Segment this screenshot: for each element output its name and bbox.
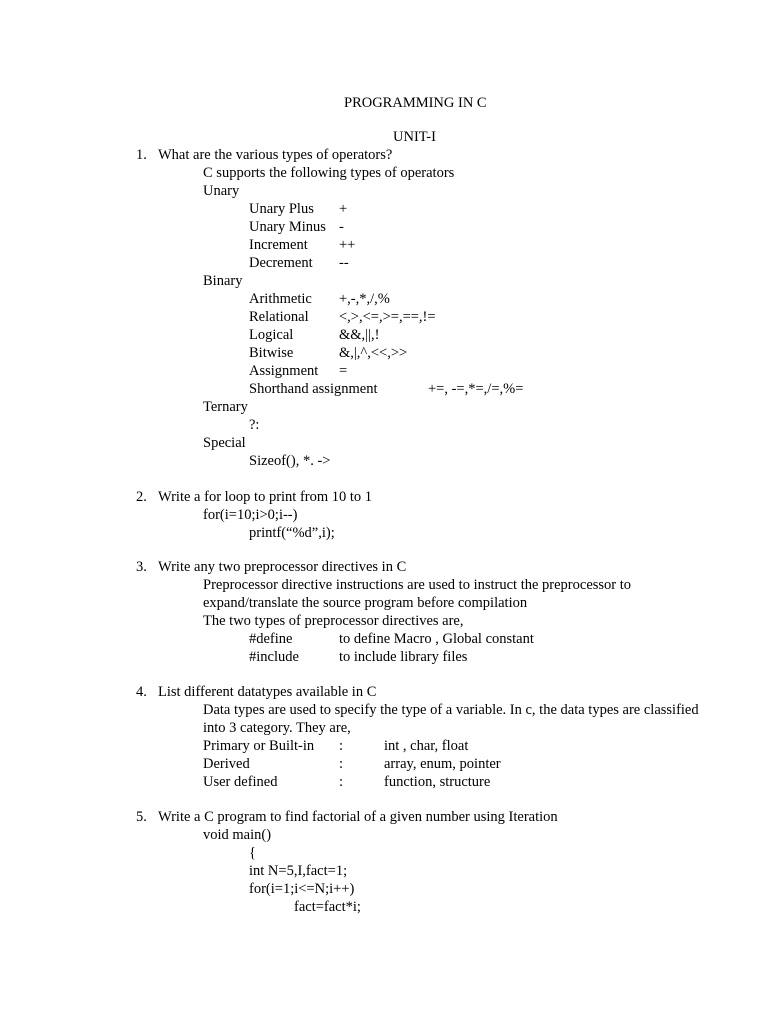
q1-unary-name: Unary Plus: [249, 201, 314, 217]
q3-question: Write any two preprocessor directives in C: [158, 559, 407, 575]
q5-code-line: fact=fact*i;: [294, 899, 361, 915]
q1-number: 1.: [136, 147, 147, 163]
q4-type-colon: :: [339, 756, 344, 772]
q4-type-colon: :: [339, 774, 344, 790]
q4-type-value: array, enum, pointer: [384, 756, 501, 772]
q1-binary-symbol: <,>,<=,>=,==,!=: [339, 309, 436, 325]
q3-directive-name: #define: [249, 631, 293, 647]
q1-ternary-heading: Ternary: [203, 399, 248, 415]
q1-binary-symbol: +,-,*,/,%: [339, 291, 390, 307]
q1-unary-symbol: -: [339, 219, 344, 235]
q1-ternary-symbol: ?:: [249, 417, 260, 433]
q3-text-line: Preprocessor directive instructions are used to instruct the preprocessor to: [203, 577, 632, 593]
q1-shorthand-symbol: +=, -=,*=,/=,%=: [428, 381, 524, 397]
document-title: PROGRAMMING IN C: [344, 95, 487, 111]
q1-unary-symbol: +: [339, 201, 348, 217]
q1-binary-heading: Binary: [203, 273, 243, 289]
q4-type-name: Primary or Built-in: [203, 738, 315, 754]
q1-binary-name: Bitwise: [249, 345, 294, 361]
q3-number: 3.: [136, 559, 147, 575]
q5-code-line: {: [249, 845, 256, 861]
q4-text-line: Data types are used to specify the type of a variable. In c, the data types are classified: [203, 702, 699, 718]
q1-unary-name: Increment: [249, 237, 308, 253]
q4-question: List different datatypes available in C: [158, 684, 377, 700]
q3-text-line: expand/translate the source program before compilation: [203, 595, 528, 611]
q1-intro: C supports the following types of operators: [203, 165, 455, 181]
q2-code-line: printf(“%d”,i);: [249, 525, 335, 541]
q1-binary-symbol: =: [339, 363, 348, 379]
q1-binary-symbol: &,|,^,<<,>>: [339, 345, 408, 361]
q1-special-heading: Special: [203, 435, 246, 451]
q3-text-line: The two types of preprocessor directives are,: [203, 613, 464, 629]
q2-number: 2.: [136, 489, 147, 505]
q4-type-name: Derived: [203, 756, 250, 772]
q5-code-line: for(i=1;i<=N;i++): [249, 881, 355, 897]
q4-type-colon: :: [339, 738, 344, 754]
q4-text-line: into 3 category. They are,: [203, 720, 351, 736]
q1-unary-heading: Unary: [203, 183, 240, 199]
q1-unary-symbol: ++: [339, 237, 356, 253]
q1-shorthand-name: Shorthand assignment: [249, 381, 378, 397]
q2-question: Write a for loop to print from 10 to 1: [158, 489, 373, 505]
q4-number: 4.: [136, 684, 147, 700]
q4-type-name: User defined: [203, 774, 278, 790]
q1-binary-name: Arithmetic: [249, 291, 312, 307]
q2-code-line: for(i=10;i>0;i--): [203, 507, 298, 523]
q1-unary-name: Decrement: [249, 255, 313, 271]
q5-number: 5.: [136, 809, 147, 825]
q5-code-line: void main(): [203, 827, 272, 843]
q4-type-value: function, structure: [384, 774, 491, 790]
unit-heading: UNIT-I: [393, 129, 436, 145]
q4-type-value: int , char, float: [384, 738, 469, 754]
q3-directive-desc: to define Macro , Global constant: [339, 631, 534, 647]
q3-directive-desc: to include library files: [339, 649, 468, 665]
q1-binary-name: Assignment: [249, 363, 319, 379]
q1-unary-name: Unary Minus: [249, 219, 326, 235]
q5-code-line: int N=5,I,fact=1;: [249, 863, 348, 879]
q5-question: Write a C program to find factorial of a given number using Iteration: [158, 809, 558, 825]
q1-binary-name: Relational: [249, 309, 309, 325]
q3-directive-name: #include: [249, 649, 299, 665]
q1-unary-symbol: --: [339, 255, 349, 271]
q1-special-symbol: Sizeof(), *. ->: [249, 453, 331, 469]
q1-question: What are the various types of operators?: [158, 147, 393, 163]
q1-binary-name: Logical: [249, 327, 294, 343]
q1-binary-symbol: &&,||,!: [339, 327, 380, 343]
